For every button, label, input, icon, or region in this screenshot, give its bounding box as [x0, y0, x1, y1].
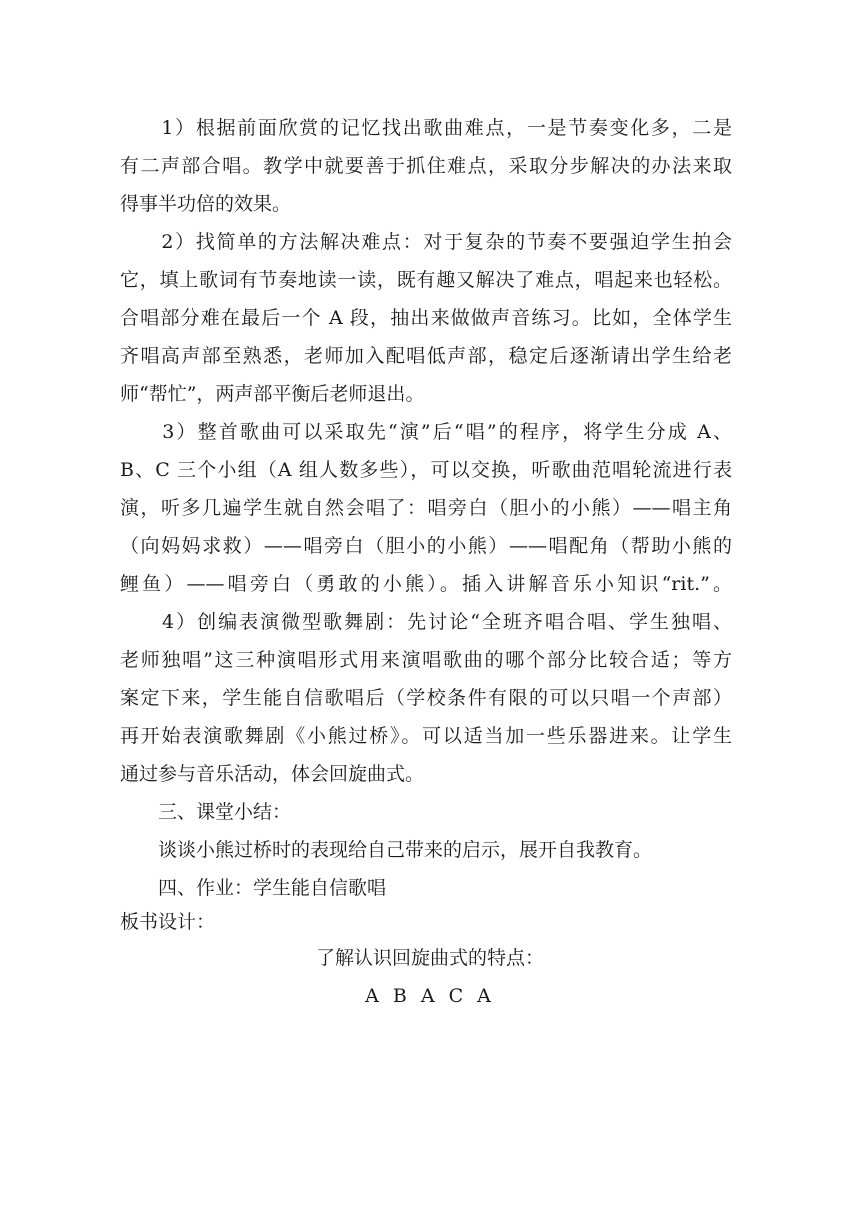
- board-design-label: 板书设计：: [120, 911, 216, 933]
- paragraph-4-line: 老师独唱”这三种演唱形式用来演唱歌曲的哪个部分比较合适；等方: [120, 649, 732, 671]
- paragraph-3-line: 鲤鱼）——唱旁白（勇敢的小熊）。插入讲解音乐小知识“rit.”。: [120, 573, 732, 595]
- summary-heading: 三、课堂小结：: [120, 801, 292, 823]
- paragraph-1-line: 得事半功倍的效果。: [120, 193, 292, 215]
- paragraph-4-line: 案定下来，学生能自信歌唱后（学校条件有限的可以只唱一个声部）: [120, 687, 732, 709]
- paragraph-1-line: 有二声部合唱。教学中就要善于抓住难点，采取分步解决的办法来取: [120, 155, 732, 177]
- paragraph-2-line: 合唱部分难在最后一个 A 段，抽出来做做声音练习。比如，全体学生: [120, 307, 732, 329]
- paragraph-2-line: 齐唱高声部至熟悉，老师加入配唱低声部，稳定后逐渐请出学生给老: [120, 345, 732, 367]
- paragraph-2-line: 2）找简单的方法解决难点：对于复杂的节奏不要强迫学生拍会: [120, 231, 732, 253]
- paragraph-3-line: 演，听多几遍学生就自然会唱了：唱旁白（胆小的小熊）——唱主角: [120, 497, 732, 519]
- paragraph-4-line: 4）创编表演微型歌舞剧：先讨论“全班齐唱合唱、学生独唱、: [120, 611, 732, 633]
- board-title: 了解认识回旋曲式的特点：: [315, 947, 544, 969]
- paragraph-4-line: 再开始表演歌舞剧《小熊过桥》。可以适当加一些乐器进来。让学生: [120, 725, 732, 747]
- paragraph-1-line: 1）根据前面欣赏的记忆找出歌曲难点，一是节奏变化多，二是: [120, 117, 732, 139]
- paragraph-3-line: B、C 三个小组（A 组人数多些），可以交换，听歌曲范唱轮流进行表: [120, 459, 732, 481]
- board-form-sequence: A B A C A: [365, 985, 495, 1007]
- summary-text: 谈谈小熊过桥时的表现给自己带来的启示，展开自我教育。: [120, 839, 653, 861]
- paragraph-2-line: 它，填上歌词有节奏地读一读，既有趣又解决了难点，唱起来也轻松。: [120, 269, 732, 291]
- paragraph-3-line: 3）整首歌曲可以采取先“演”后“唱”的程序，将学生分成 A、: [120, 421, 732, 443]
- paragraph-4-line: 通过参与音乐活动，体会回旋曲式。: [120, 763, 425, 785]
- paragraph-2-line: 师“帮忙”，两声部平衡后老师退出。: [120, 383, 425, 405]
- homework-line: 四、作业：学生能自信歌唱: [120, 877, 387, 899]
- paragraph-3-line: （向妈妈求救）——唱旁白（胆小的小熊）——唱配角（帮助小熊的: [120, 535, 732, 557]
